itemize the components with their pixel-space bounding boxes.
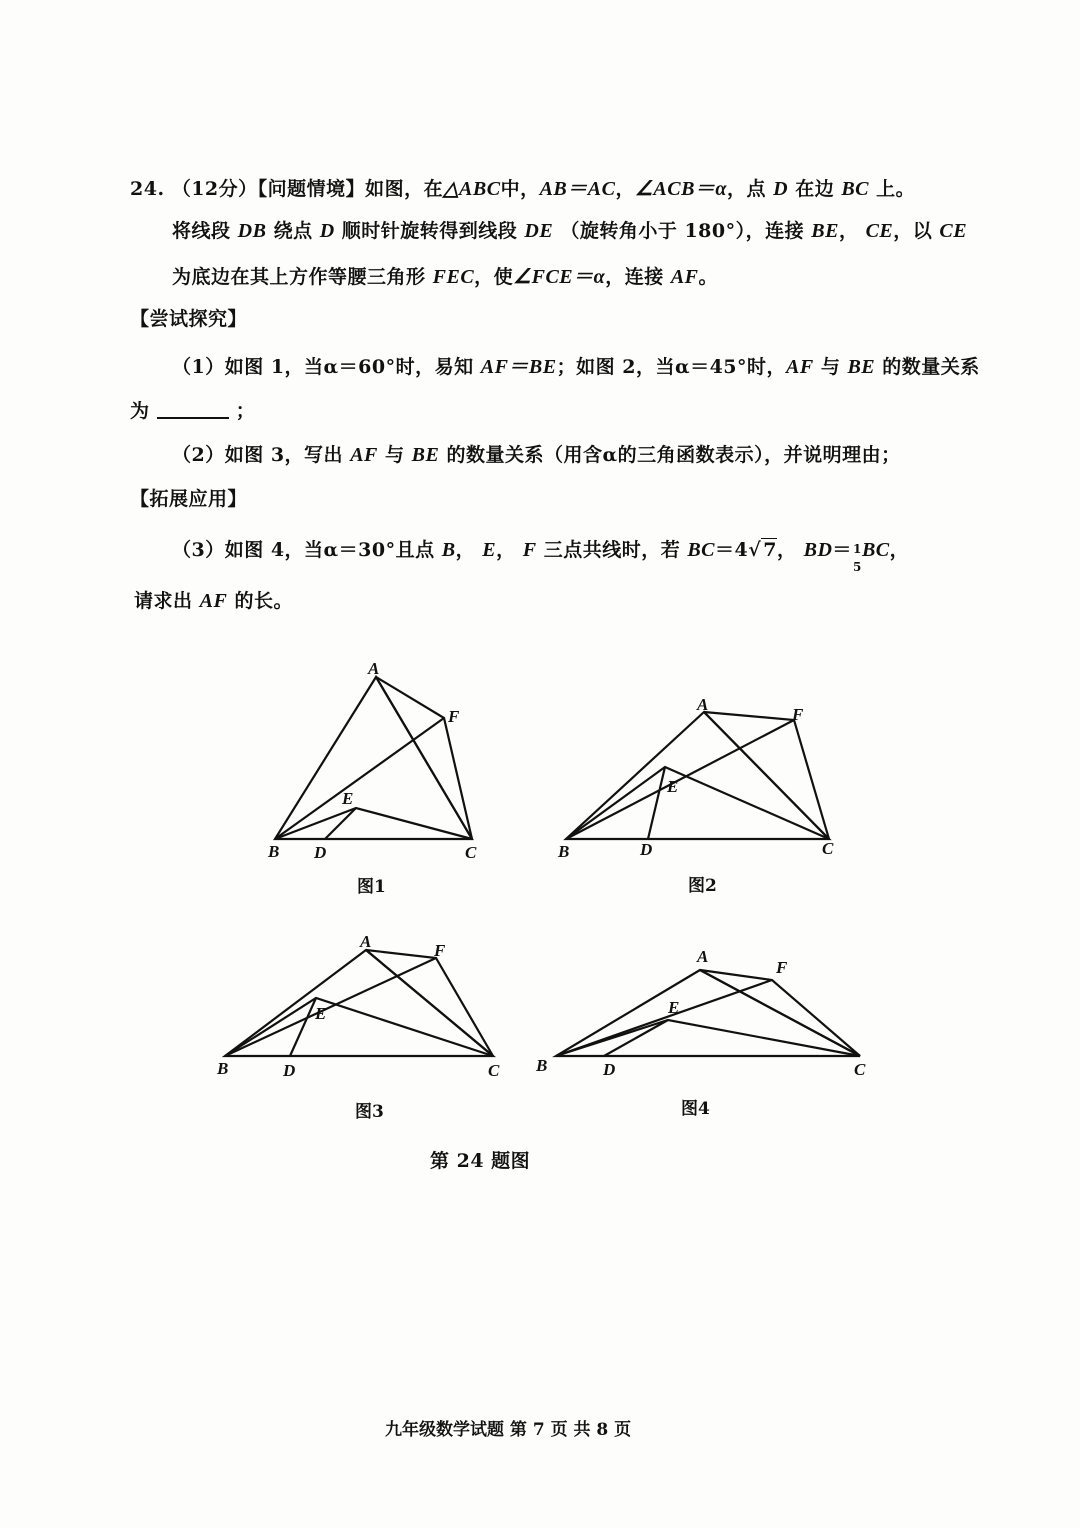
text: ， (838, 220, 859, 242)
label-C: C (488, 1061, 500, 1080)
label-B: B (536, 1056, 548, 1075)
figure-2-caption: 图2 (688, 876, 717, 896)
math: AB＝AC (539, 178, 616, 200)
section-context: 【问题情境】 (257, 178, 366, 200)
math: CE (865, 220, 894, 242)
text: 的长。 (234, 590, 293, 612)
question-number: 24. (130, 178, 165, 200)
text: 请求出 (134, 590, 193, 612)
label-D: D (283, 1061, 296, 1080)
denominator: 5 (852, 560, 862, 574)
label-E: E (667, 777, 679, 796)
text: （2）如图 3，写出 (172, 444, 344, 466)
math: BC (841, 178, 870, 200)
text: ， (889, 539, 910, 561)
text: 的数量关系（用含α的三角函数表示），并说明理由； (446, 444, 901, 466)
figure-3-caption: 图3 (355, 1102, 384, 1122)
label-F: F (792, 705, 804, 724)
sqrt-radicand: 7 (763, 539, 777, 561)
label-A: A (368, 659, 380, 678)
math: F (522, 539, 537, 561)
math: △ABC (443, 178, 501, 200)
math: DE (524, 220, 554, 242)
text: 与 (820, 356, 841, 378)
math: AF (350, 444, 378, 466)
figure-1-lines (275, 677, 472, 839)
text: ，以 (893, 220, 933, 242)
text: （1）如图 1，当α＝60°时，易知 (172, 356, 474, 378)
label-B: B (558, 842, 570, 861)
text: 在边 (795, 178, 835, 200)
label-E: E (668, 998, 680, 1017)
figure-4-lines (556, 970, 860, 1056)
text: 绕点 (273, 220, 313, 242)
text: 与 (385, 444, 405, 466)
figure-1-caption: 图1 (357, 877, 386, 897)
text: ＝4 (715, 539, 749, 561)
math: BD (803, 539, 833, 561)
text: ， (615, 178, 635, 200)
label-A: A (697, 695, 709, 714)
math: ∠FCE＝α (513, 266, 606, 288)
figure-group-caption: 第 24 题图 (430, 1150, 531, 1172)
label-D: D (603, 1060, 616, 1079)
label-E: E (315, 1004, 327, 1023)
label-B: B (268, 842, 280, 861)
math: BE (411, 444, 440, 466)
math: D (773, 178, 789, 200)
question-score: （12分） (171, 178, 258, 200)
label-B: B (217, 1059, 229, 1078)
text: ； (235, 400, 256, 422)
text: ， (496, 539, 516, 561)
math: BC (861, 539, 890, 561)
math: BE (847, 356, 876, 378)
text: ＝ (832, 539, 852, 561)
label-D: D (640, 840, 653, 859)
math: BE (811, 220, 839, 242)
label-E: E (342, 789, 354, 808)
label-C: C (854, 1060, 866, 1079)
text: 为 (130, 400, 150, 422)
label-F: F (434, 941, 446, 960)
label-D: D (314, 843, 327, 862)
text: ，连接 (605, 266, 664, 288)
label-A: A (360, 932, 372, 951)
label-F: F (776, 958, 788, 977)
math: E (482, 539, 497, 561)
text: 顺时针旋转得到线段 (341, 220, 518, 242)
math: BC (687, 539, 716, 561)
text: ， (776, 539, 797, 561)
math: FEC (432, 266, 475, 288)
text: 三点共线时，若 (543, 539, 681, 561)
math: DB (237, 220, 267, 242)
math: AF＝BE (480, 356, 557, 378)
text: （旋转角小于 180°），连接 (560, 220, 805, 242)
math: CE (939, 220, 968, 242)
math: AF (199, 590, 228, 612)
text: 上。 (876, 178, 916, 200)
math: AF (786, 356, 814, 378)
text: 如图，在 (365, 178, 444, 200)
math: D (319, 220, 335, 242)
text: ，点 (726, 178, 766, 200)
text: 将线段 (172, 220, 231, 242)
figure-3-lines (225, 950, 493, 1056)
math: B (441, 539, 456, 561)
text: （3）如图 4，当α＝30°且点 (172, 539, 435, 561)
page-footer: 九年级数学试题 第 7 页 共 8 页 (385, 1420, 632, 1440)
math: AF (670, 266, 699, 288)
numerator: 1 (852, 542, 862, 556)
label-C: C (822, 839, 834, 858)
text: ；如图 2，当α＝45°时， (556, 356, 787, 378)
text: 为底边在其上方作等腰三角形 (172, 266, 426, 288)
text: 。 (698, 266, 719, 288)
text: ， (455, 539, 476, 561)
label-F: F (448, 707, 460, 726)
text: ，使 (474, 266, 514, 288)
figure-4-caption: 图4 (681, 1099, 710, 1119)
figure-2-lines (566, 712, 829, 839)
label-C: C (465, 843, 477, 862)
section-try-heading: 【尝试探究】 (130, 308, 248, 330)
section-extend-heading: 【拓展应用】 (130, 488, 248, 510)
label-A: A (697, 947, 709, 966)
part-3-line-1: （3）如图 4，当α＝30°且点 B， E， F 三点共线时，若 BC＝4√ 7， BD＝ 1 5 BC， (172, 539, 910, 574)
text: 的数量关系 (882, 356, 980, 378)
text: 中， (500, 178, 540, 200)
math: ∠ACB＝α (634, 178, 727, 200)
